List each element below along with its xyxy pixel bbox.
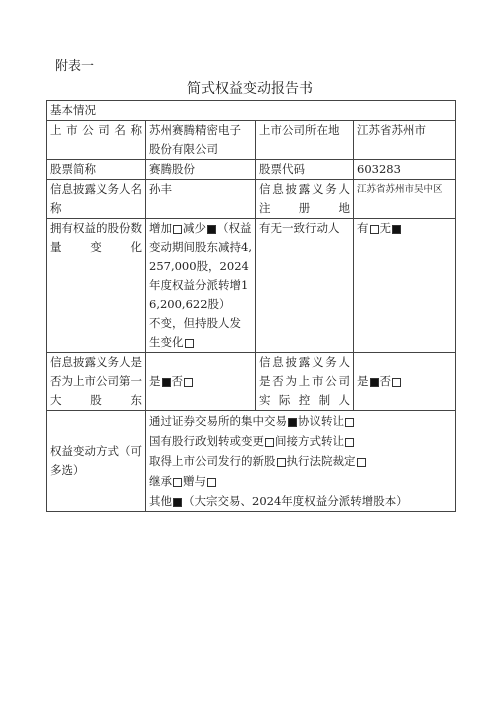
unchanged-checkbox[interactable] [185,339,194,348]
stock-code-label: 股票代码 [256,160,354,180]
table-row [47,121,456,160]
discloser-address-label: 信息披露义务人注册地 [256,180,354,219]
change-number-1: 4,257,000 [149,240,252,273]
method-4: 间接方式转让 [275,434,344,448]
concert-cell [354,219,456,353]
stock-abbr-label: 股票简称 [47,160,146,180]
table-row [47,219,456,353]
yes-label: 是 [149,374,161,388]
yes-label: 是 [357,374,369,388]
has-checkbox[interactable] [370,225,379,234]
controller-cell [354,353,456,411]
method-1: 通过证券交易所的集中交易 [149,414,287,428]
unchanged-label: 不变，但持股人发生变化 [149,316,241,349]
discloser-name: 孙丰 [146,180,256,219]
concert-label: 有无一致行动人 [256,219,354,353]
change-number-2: 16,200,622 [149,278,249,311]
method-4-checkbox[interactable] [345,438,354,447]
largest-yes-checkbox[interactable] [162,378,171,387]
no-label: 否 [379,374,391,388]
change-note-3: 股） [207,297,231,311]
largest-shareholder-label: 信息披露义务人是否为上市公司第一大股东 [47,353,146,411]
section-row [47,101,456,121]
controller-yes-checkbox[interactable] [370,378,379,387]
section-title: 基本情况 [47,101,456,121]
method-label: 权益变动方式（可多选） [47,411,146,512]
table-row [47,160,456,180]
controller-no-checkbox[interactable] [392,378,401,387]
method-7: 继承 [149,474,172,488]
equity-change-table [46,100,456,512]
page-title: 简式权益变动报告书 [187,81,313,97]
change-note-1: （权益变动期间股东减持 [149,221,252,254]
increase-checkbox[interactable] [173,225,182,234]
increase-label: 增加 [149,221,172,235]
method-cell [146,411,456,512]
change-note-2: 股，2024年度权益分派转增 [149,259,249,292]
method-5-checkbox[interactable] [277,458,286,467]
controller-label: 信息披露义务人是否为上市公司实际控制人 [256,353,354,411]
method-6-checkbox[interactable] [357,458,366,467]
company-name: 苏州赛腾精密电子股份有限公司 [146,121,256,160]
method-2: 协议转让 [298,414,344,428]
stock-code: 603283 [354,160,456,180]
method-1-checkbox[interactable] [288,418,297,427]
table-row [47,180,456,219]
method-9: 其他 [149,494,172,508]
method-9-note: （大宗交易、2024年度权益分派转增股本） [183,494,408,508]
shares-change-cell [146,219,256,353]
has-label: 有 [357,221,369,235]
decrease-label: 减少 [183,221,206,235]
company-location-label: 上市公司所在地 [256,121,354,160]
method-8: 赠与 [183,474,206,488]
shares-change-label: 拥有权益的股份数量变化 [47,219,146,353]
company-location: 江苏省苏州市 [354,121,456,160]
method-3: 国有股行政划转或变更 [149,434,264,448]
table-row [47,353,456,411]
method-5: 取得上市公司发行的新股 [149,454,276,468]
method-2-checkbox[interactable] [345,418,354,427]
method-3-checkbox[interactable] [265,438,274,447]
decrease-checkbox[interactable] [207,225,216,234]
discloser-address: 江苏省苏州市吴中区 [354,180,456,219]
largest-no-checkbox[interactable] [184,378,193,387]
none-checkbox[interactable] [392,225,401,234]
method-8-checkbox[interactable] [207,478,216,487]
none-label: 无 [379,221,391,235]
stock-abbr: 赛腾股份 [146,160,256,180]
method-7-checkbox[interactable] [173,478,182,487]
largest-shareholder-cell [146,353,256,411]
company-name-label: 上市公司名称 [47,121,146,160]
no-label: 否 [171,374,183,388]
method-6: 执行法院裁定 [286,454,356,468]
discloser-label: 信息披露义务人名称 [47,180,146,219]
appendix-label: 附表一 [55,59,95,74]
table-row [47,411,456,512]
method-9-checkbox[interactable] [173,498,182,507]
